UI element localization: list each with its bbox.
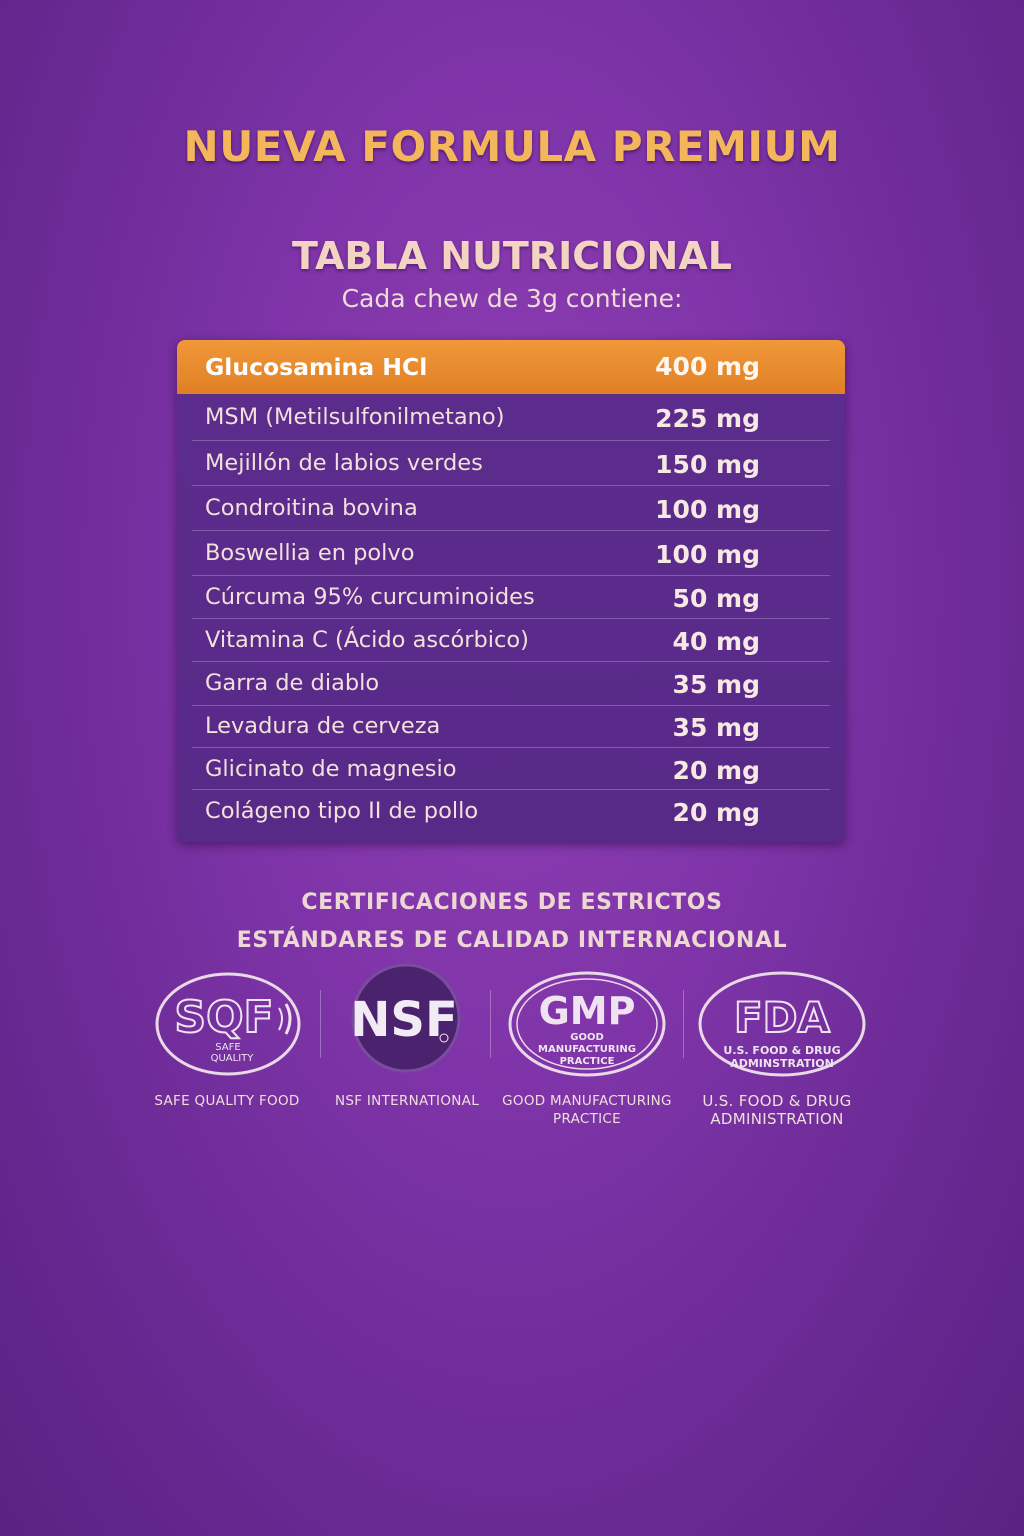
ingredient-name: Glicinato de magnesio	[205, 756, 457, 782]
sqf-caption	[127, 1092, 327, 1110]
fda-logo-icon	[697, 968, 867, 1080]
ingredient-amount: 35 mg	[672, 670, 760, 699]
table-row	[192, 670, 830, 706]
sqf-logo-sub2: QUALITY	[210, 1053, 254, 1064]
badge-divider	[683, 990, 684, 1058]
gmp-logo-sub3: PRACTICE	[559, 1056, 615, 1067]
ingredient-name: Garra de diablo	[205, 670, 380, 696]
fda-logo-sub1: U.S. FOOD & DRUG	[723, 1044, 841, 1057]
ingredient-name: Mejillón de labios verdes	[205, 450, 483, 476]
nsf-logo-icon	[340, 962, 472, 1074]
gmp-caption	[487, 1092, 687, 1128]
table-row	[192, 756, 830, 790]
table-row	[192, 713, 830, 748]
ingredient-amount: 150 mg	[655, 450, 760, 479]
nsf-logo-text: NSF	[350, 992, 458, 1048]
gmp-logo-icon	[507, 968, 667, 1080]
certifications-heading	[0, 884, 1024, 960]
nsf-caption	[307, 1092, 507, 1110]
ingredient-name: Condroitina bovina	[205, 495, 418, 521]
ingredient-amount: 225 mg	[655, 404, 760, 433]
sqf-logo-sub1: SAFE	[215, 1042, 241, 1053]
table-row	[192, 404, 830, 441]
caption-line: ADMINISTRATION	[710, 1110, 844, 1128]
ingredient-name: Glucosamina HCl	[205, 353, 428, 381]
gmp-logo-sub2: MANUFACTURING	[538, 1044, 636, 1055]
ingredient-amount: 50 mg	[672, 584, 760, 613]
headline: NUEVA FORMULA PREMIUM	[183, 122, 841, 171]
ingredient-amount: 100 mg	[655, 495, 760, 524]
caption-line: GOOD MANUFACTURING	[502, 1093, 672, 1109]
ingredient-amount: 35 mg	[672, 713, 760, 742]
ingredient-name: Boswellia en polvo	[205, 540, 415, 566]
sqf-logo-text: SQF	[174, 992, 274, 1043]
fda-logo-text: FDA	[733, 993, 831, 1042]
table-row	[192, 627, 830, 662]
table-row	[192, 450, 830, 486]
badge-divider	[490, 990, 491, 1058]
gmp-logo-text: GMP	[538, 989, 636, 1033]
ingredient-name: Cúrcuma 95% curcuminoides	[205, 584, 535, 610]
table-subtitle: Cada chew de 3g contiene:	[341, 284, 683, 313]
certifications-heading-line2: ESTÁNDARES DE CALIDAD INTERNACIONAL	[236, 928, 788, 953]
table-row	[192, 540, 830, 576]
ingredient-amount: 20 mg	[672, 798, 760, 827]
ingredient-name: Levadura de cerveza	[205, 713, 441, 739]
badge-divider	[320, 990, 321, 1058]
fda-logo-sub2: ADMINSTRATION	[730, 1057, 834, 1070]
caption-line: U.S. FOOD & DRUG	[702, 1092, 852, 1110]
table-row-highlight	[177, 340, 845, 394]
sqf-logo-icon	[154, 968, 304, 1080]
caption-line: PRACTICE	[553, 1111, 621, 1127]
nutrition-table	[177, 340, 845, 842]
table-row	[192, 798, 830, 832]
table-row	[192, 495, 830, 531]
ingredient-amount: 40 mg	[672, 627, 760, 656]
ingredient-name: MSM (Metilsulfonilmetano)	[205, 404, 505, 430]
ingredient-amount: 100 mg	[655, 540, 760, 569]
gmp-logo-sub1: GOOD	[570, 1032, 604, 1043]
certifications-heading-line1: CERTIFICACIONES DE ESTRICTOS	[301, 890, 723, 915]
caption-line: SAFE QUALITY FOOD	[154, 1093, 300, 1109]
table-title: TABLA NUTRICIONAL	[292, 234, 732, 278]
ingredient-amount: 400 mg	[655, 352, 760, 381]
ingredient-name: Vitamina C (Ácido ascórbico)	[205, 627, 529, 653]
caption-line: NSF INTERNATIONAL	[334, 1093, 480, 1109]
table-row	[192, 584, 830, 619]
ingredient-name: Colágeno tipo II de pollo	[205, 798, 479, 824]
fda-caption	[677, 1092, 877, 1128]
ingredient-amount: 20 mg	[672, 756, 760, 785]
